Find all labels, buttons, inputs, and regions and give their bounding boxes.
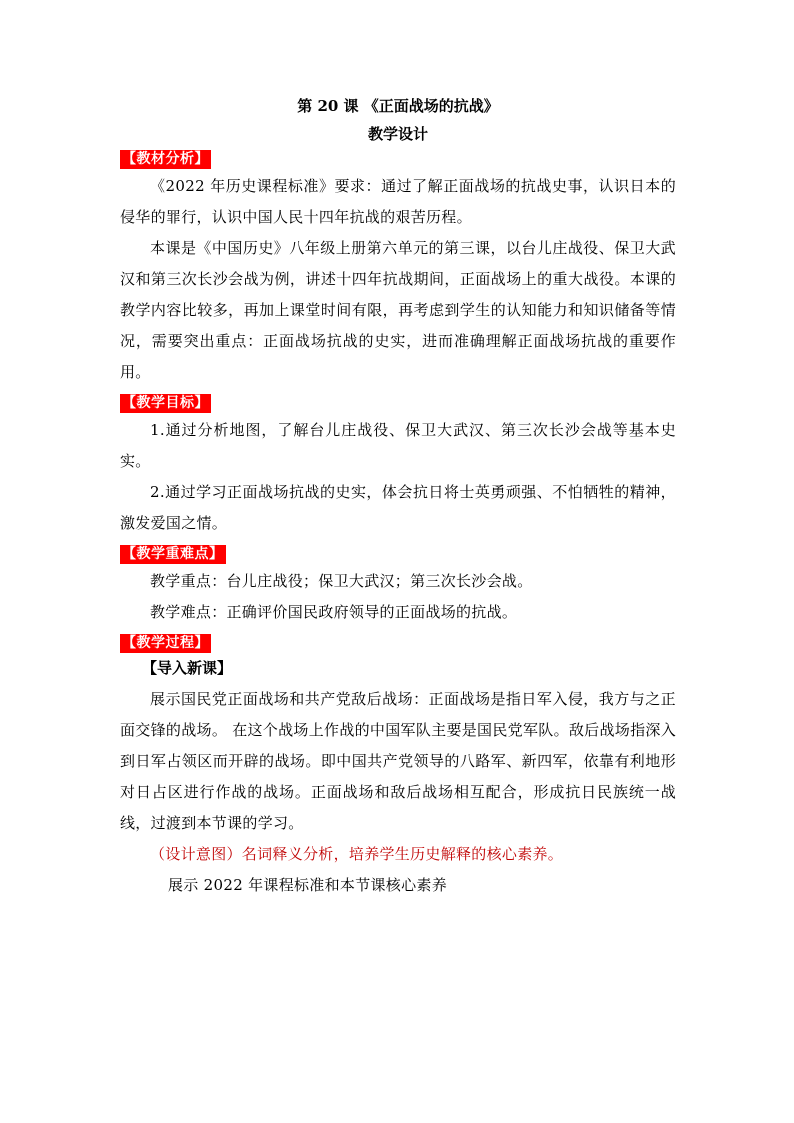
design-intent-note: （设计意图）名词释义分析，培养学生历史解释的核心素养。 — [150, 845, 564, 863]
document-page — [120, 96, 676, 901]
intro-heading: 【导入新课】 — [142, 659, 233, 677]
section-goals — [120, 392, 676, 413]
analysis-paragraph-1: 《2022 年历史课程标准》要求：通过了解正面战场的抗战史事，认识日本的侵华的罪行，认识中国人民十四年抗战的艰苦历程。 — [120, 177, 676, 226]
section-label-process: 【教学过程】 — [122, 635, 209, 651]
key-point-difficulty: 教学难点：正确评价国民政府领导的正面战场的抗战。 — [150, 603, 518, 621]
goal-item-1: 1.通过分析地图，了解台儿庄战役、保卫大武汉、第三次长沙会战等基本史实。 — [120, 421, 676, 470]
section-analysis — [120, 148, 676, 169]
section-label-key-points: 【教学重难点】 — [122, 546, 224, 562]
section-key-points — [120, 543, 676, 564]
show-standard-line: 展示 2022 年课程标准和本节课核心素养 — [168, 876, 448, 894]
section-label-goals: 【教学目标】 — [122, 395, 209, 411]
analysis-paragraph-2: 本课是《中国历史》八年级上册第六单元的第三课，以台儿庄战役、保卫大武汉和第三次长沙会战为例，讲述十四年抗战期间，正面战场上的重大战役。本课的教学内容比较多，再加上课堂时间有限，再考虑到学生的认知能力和知识储备等情况，需要突出重点：正面战场抗战的史实，进而准确理解正面战场抗战的重要作用。 — [120, 239, 676, 381]
goal-item-2: 2.通过学习正面战场抗战的史实，体会抗日将士英勇顽强、不怕牺牲的精神，激发爱国之情。 — [120, 483, 676, 532]
section-label-analysis: 【教材分析】 — [122, 151, 209, 167]
section-process — [120, 632, 676, 653]
intro-paragraph: 展示国民党正面战场和共产党敌后战场：正面战场是指日军入侵，我方与之正面交锋的战场。 在这个战场上作战的中国军队主要是国民党军队。敌后战场指深入到日军占领区而开辟的战场。即中国共产党领导的八路军、新四军，依靠有利地形对日占区进行作战的战场。正面战场和敌后战场相互配合，形成抗日民族统一战线，过渡到本节课的学习。 — [120, 690, 676, 832]
lesson-subtitle: 教学设计 — [367, 125, 428, 143]
lesson-title: 第 20 课 《正面战场的抗战》 — [297, 97, 499, 115]
key-point-focus: 教学重点：台儿庄战役；保卫大武汉；第三次长沙会战。 — [150, 572, 533, 590]
